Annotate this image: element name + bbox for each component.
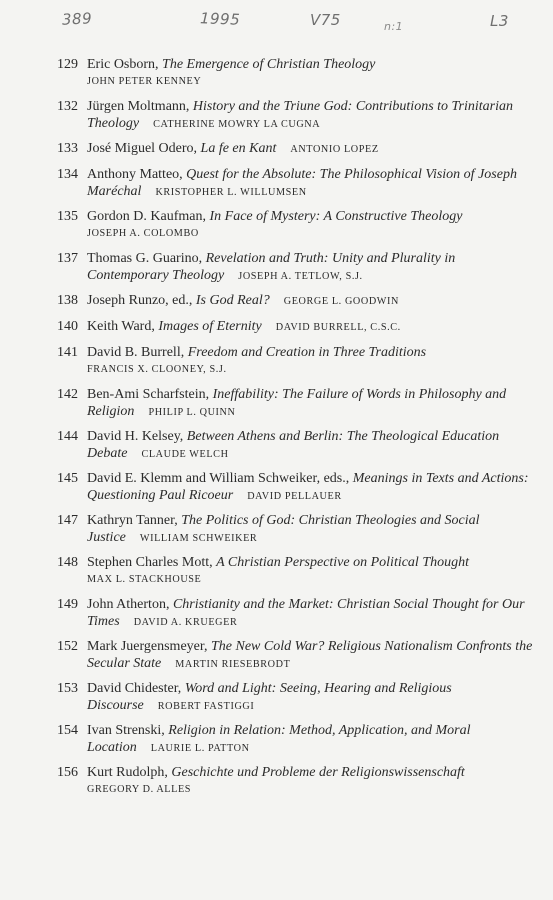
entry-text: [78, 250, 540, 285]
entry-text: [78, 386, 540, 421]
review-entry: [40, 386, 540, 421]
review-entry: [40, 208, 540, 242]
handwritten-note: V75: [310, 11, 341, 29]
entry-text: [78, 318, 540, 336]
book-title: Ineffability: The Failure of Words in Philosophy and Religion: [87, 387, 507, 419]
entry-text: [78, 722, 540, 757]
reviewer-name: LAURIE L. PATTON: [150, 743, 250, 754]
review-entry: [40, 638, 540, 673]
reviewer-name: ANTONIO LOPEZ: [290, 144, 379, 155]
page-number: 132: [57, 99, 78, 114]
book-author: Thomas G. Guarino,: [87, 251, 206, 266]
book-author: David Chidester,: [87, 681, 185, 696]
book-title: Revelation and Truth: Unity and Plurality in Contemporary Theology: [87, 251, 456, 283]
book-author: David H. Kelsey,: [87, 429, 187, 444]
book-author: David E. Klemm and William Schweiker, eds.,: [87, 471, 353, 486]
entry-text: [78, 428, 540, 463]
book-author: Mark Juergensmeyer,: [87, 639, 211, 654]
book-author: Ben-Ami Scharfstein,: [87, 387, 213, 402]
page-number: 144: [57, 429, 78, 444]
book-author: Kurt Rudolph,: [87, 765, 172, 780]
entry-text: [78, 596, 540, 631]
reviewer-name: GEORGE L. GOODWIN: [283, 296, 399, 307]
page-number: 149: [57, 597, 78, 612]
reviewer-name: JOHN PETER KENNEY: [87, 76, 202, 87]
page-number: 154: [57, 723, 78, 738]
entry-text: [78, 166, 540, 201]
page-number: 147: [57, 513, 78, 528]
review-entry: [40, 98, 540, 133]
entry-text: [78, 554, 540, 588]
book-title: Between Athens and Berlin: The Theological Education Debate: [87, 429, 500, 461]
page-number: 140: [57, 319, 78, 334]
book-author: Eric Osborn,: [87, 57, 163, 72]
book-title: The New Cold War? Religious Nationalism Confronts the Secular State: [87, 639, 533, 671]
page-number: 141: [57, 345, 78, 360]
book-title: The Politics of God: Christian Theologies and Social Justice: [87, 513, 480, 545]
entry-text: [78, 344, 540, 378]
book-author: Ivan Strenski,: [87, 723, 169, 738]
page-number: 156: [57, 765, 78, 780]
book-title: Religion in Relation: Method, Application, and Moral Location: [87, 723, 471, 755]
book-author: Anthony Matteo,: [87, 167, 187, 182]
page-number: 148: [57, 555, 78, 570]
review-entry: [40, 512, 540, 547]
page-number: 135: [57, 209, 78, 224]
handwritten-note: L3: [490, 12, 509, 30]
book-author: John Atherton,: [87, 597, 173, 612]
handwritten-note: 1995: [199, 9, 241, 29]
book-title: La fe en Kant: [200, 141, 277, 156]
reviewer-name: CLAUDE WELCH: [141, 449, 229, 460]
book-author: Joseph Runzo, ed.,: [87, 293, 196, 308]
review-entry: [40, 292, 540, 310]
book-title: The Emergence of Christian Theology: [162, 57, 376, 72]
handwritten-note: n:1: [384, 20, 404, 33]
book-title: Christianity and the Market: Christian Social Thought for Our Times: [87, 597, 525, 629]
review-entry: [40, 140, 540, 158]
reviewer-name: KRISTOPHER L. WILLUMSEN: [155, 187, 307, 198]
book-title: Word and Light: Seeing, Hearing and Religious Discourse: [87, 681, 452, 713]
review-entry: [40, 344, 540, 378]
entry-text: [78, 764, 540, 798]
page-number: 133: [57, 141, 78, 156]
reviewer-name: DAVID BURRELL, C.S.C.: [275, 322, 401, 333]
page-number: 138: [57, 293, 78, 308]
book-title: Freedom and Creation in Three Traditions: [187, 345, 427, 360]
entry-text: [78, 638, 540, 673]
book-author: Jürgen Moltmann,: [87, 99, 193, 114]
review-entry: [40, 722, 540, 757]
reviewer-name: FRANCIS X. CLOONEY, S.J.: [87, 364, 227, 375]
reviewer-name: CATHERINE MOWRY LA CUGNA: [153, 119, 321, 130]
reviewer-name: GREGORY D. ALLES: [87, 784, 192, 795]
book-author: Gordon D. Kaufman,: [87, 209, 210, 224]
review-entry: [40, 250, 540, 285]
entry-text: [78, 470, 540, 505]
book-title: History and the Triune God: Contributions to Trinitarian Theology: [87, 99, 513, 131]
entry-text: [78, 512, 540, 547]
book-title: A Christian Perspective on Political Thought: [216, 555, 469, 570]
book-author: Keith Ward,: [87, 319, 159, 334]
book-title: Images of Eternity: [158, 319, 262, 334]
page-number: 137: [57, 251, 78, 266]
reviewer-name: JOSEPH A. TETLOW, S.J.: [238, 271, 363, 282]
review-entry: [40, 56, 540, 90]
reviewer-name: ROBERT FASTIGGI: [157, 701, 255, 712]
book-title: Meanings in Texts and Actions: Questioning Paul Ricoeur: [87, 471, 529, 503]
reviewer-name: PHILIP L. QUINN: [148, 407, 236, 418]
page-number: 142: [57, 387, 78, 402]
reviewer-name: DAVID A. KRUEGER: [133, 617, 238, 628]
review-entry: [40, 318, 540, 336]
book-title: Geschichte und Probleme der Religionswissenschaft: [171, 765, 465, 780]
page-number: 134: [57, 167, 78, 182]
book-title: Quest for the Absolute: The Philosophical Vision of Joseph Maréchal: [87, 167, 517, 199]
reviewer-name: JOSEPH A. COLOMBO: [87, 228, 199, 239]
book-title: Is God Real?: [195, 293, 270, 308]
review-entry: [40, 166, 540, 201]
review-entry: [40, 596, 540, 631]
book-title: In Face of Mystery: A Constructive Theology: [209, 209, 463, 224]
page-number: 129: [57, 57, 78, 72]
book-author: Kathryn Tanner,: [87, 513, 182, 528]
entry-text: [78, 98, 540, 133]
review-entry: [40, 428, 540, 463]
reviewer-name: MARTIN RIESEBRODT: [175, 659, 291, 670]
entry-text: [78, 56, 540, 90]
review-entry: [40, 554, 540, 588]
reviewer-name: MAX L. STACKHOUSE: [87, 574, 202, 585]
book-author: David B. Burrell,: [87, 345, 188, 360]
handwritten-note: 389: [61, 9, 93, 29]
page-number: 153: [57, 681, 78, 696]
page-number: 145: [57, 471, 78, 486]
book-author: José Miguel Odero,: [87, 141, 201, 156]
page-number: 152: [57, 639, 78, 654]
entry-text: [78, 680, 540, 715]
review-entry: [40, 470, 540, 505]
book-author: Stephen Charles Mott,: [87, 555, 217, 570]
review-entry: [40, 680, 540, 715]
entry-text: [78, 292, 540, 310]
entry-text: [78, 140, 540, 158]
entry-text: [78, 208, 540, 242]
reviewer-name: DAVID PELLAUER: [247, 491, 342, 502]
reviewer-name: WILLIAM SCHWEIKER: [139, 533, 258, 544]
review-entry: [40, 764, 540, 798]
